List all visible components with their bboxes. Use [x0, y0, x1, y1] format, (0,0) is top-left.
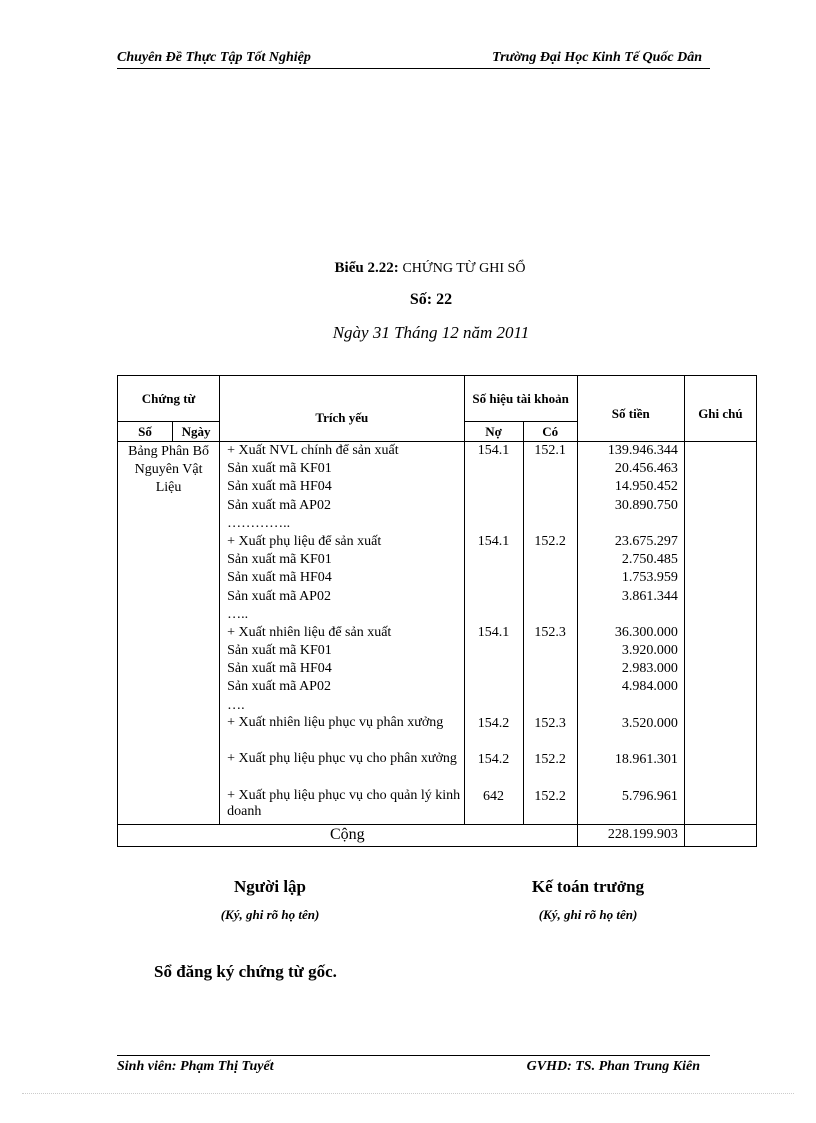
row-account-co [524, 478, 577, 496]
row-account-no [465, 551, 523, 569]
row-description: Sản xuất mã HF04 [227, 570, 332, 586]
row-amount: 2.983.000 [621, 661, 678, 677]
row-amount: 20.456.463 [614, 461, 678, 477]
row-account-no [465, 588, 523, 606]
header-so-hieu: Số hiệu tài khoản [464, 376, 577, 422]
register-note: Sổ đăng ký chứng từ gốc. [154, 962, 337, 981]
row-account-co: 152.2 [534, 752, 566, 768]
row-account-no: 154.1 [477, 443, 510, 458]
row-account-co [524, 515, 577, 533]
row-account-co: 152.3 [534, 624, 566, 640]
header-co: Có [523, 422, 577, 442]
header-no: Nợ [464, 422, 523, 442]
row-account-co: 152.3 [534, 715, 566, 731]
document-title [0, 260, 816, 277]
row-account-co [524, 551, 577, 569]
document-date: Ngày 31 Tháng 12 năm 2011 [332, 323, 530, 342]
total-label: Cộng [118, 824, 578, 846]
row-account-no [465, 460, 523, 478]
header-trich-yeu: Trích yếu [220, 376, 464, 442]
row-account-co [524, 697, 577, 715]
row-description: Sản xuất mã HF04 [227, 479, 332, 495]
row-description: Sản xuất mã AP02 [227, 588, 331, 604]
row-description: Sản xuất mã HF04 [227, 661, 332, 677]
preparer-title: Người lập [233, 877, 307, 896]
row-account-co [524, 642, 577, 660]
row-amount: 139.946.344 [607, 443, 678, 458]
voucher-table [117, 375, 757, 847]
row-amount [578, 606, 684, 624]
note-column [684, 442, 756, 825]
row-account-co [524, 460, 577, 478]
row-account-co: 152.2 [534, 533, 566, 549]
row-account-no [465, 515, 523, 533]
credit-account-column [523, 442, 577, 825]
row-amount: 3.861.344 [621, 588, 678, 604]
row-description: ….. [227, 606, 249, 622]
row-account-co [524, 588, 577, 606]
page-footer [117, 1055, 710, 1078]
title-name: CHỨNG TỪ GHI SỔ [402, 261, 526, 276]
row-amount [578, 515, 684, 533]
description-column [220, 442, 464, 825]
page-bottom-divider [22, 1093, 794, 1094]
row-account-no: 154.2 [477, 752, 510, 768]
footer-left: Sinh viên: Phạm Thị Tuyết [117, 1059, 274, 1074]
debit-account-column [464, 442, 523, 825]
row-account-no [465, 642, 523, 660]
row-description: …. [227, 697, 245, 713]
row-description: Sản xuất mã KF01 [227, 552, 332, 568]
title-prefix: Biểu 2.22: [334, 260, 399, 276]
row-amount: 14.950.452 [614, 479, 678, 495]
row-amount: 1.753.959 [621, 570, 678, 586]
row-amount: 3.920.000 [621, 643, 678, 659]
signature-chief-accountant [500, 877, 676, 923]
row-description: Sản xuất mã KF01 [227, 461, 332, 477]
row-description: + Xuất nhiên liệu phục vụ phân xưởng [227, 714, 444, 730]
row-description: + Xuất nhiên liệu để sản xuất [227, 624, 392, 640]
row-amount: 18.961.301 [614, 752, 678, 768]
row-description: Sản xuất mã KF01 [227, 643, 332, 659]
header-left: Chuyên Đề Thực Tập Tốt Nghiệp [117, 50, 311, 65]
chung-tu-cell: Bảng Phân Bổ Nguyên Vật Liệu [118, 442, 220, 825]
row-amount: 23.675.297 [614, 533, 678, 549]
row-account-no [465, 660, 523, 678]
row-account-co: 152.2 [534, 788, 566, 804]
header-right: Trường Đại Học Kinh Tế Quốc Dân [492, 50, 702, 65]
row-account-co [524, 497, 577, 515]
row-account-no [465, 478, 523, 496]
row-description: + Xuất phụ liệu để sản xuất [227, 533, 382, 549]
row-amount: 30.890.750 [614, 497, 678, 513]
document-number: Số: 22 [409, 291, 453, 308]
row-account-no: 642 [483, 788, 505, 804]
row-account-co [524, 678, 577, 696]
row-amount: 4.984.000 [621, 679, 678, 695]
row-account-co: 152.1 [534, 443, 566, 458]
footer-right: GVHD: TS. Phan Trung Kiên [526, 1059, 700, 1074]
row-amount: 3.520.000 [621, 715, 678, 731]
total-amount: 228.199.903 [577, 824, 684, 846]
row-account-no [465, 606, 523, 624]
chief-accountant-sub: (Ký, ghi rõ họ tên) [538, 907, 638, 922]
row-account-no [465, 569, 523, 587]
page-header [117, 48, 710, 69]
row-description: + Xuất phụ liệu phục vụ cho phân xưởng [227, 751, 457, 767]
row-amount [578, 697, 684, 715]
row-amount: 2.750.485 [621, 552, 678, 568]
row-account-no: 154.1 [477, 533, 510, 549]
row-description: Sản xuất mã AP02 [227, 679, 331, 695]
header-ngay: Ngày [173, 422, 220, 442]
row-description: ………….. [227, 515, 291, 531]
row-account-co [524, 606, 577, 624]
row-account-no [465, 497, 523, 515]
amount-column [577, 442, 684, 825]
header-so-tien: Số tiền [577, 376, 684, 442]
header-chung-tu: Chứng từ [118, 376, 220, 422]
row-account-no [465, 678, 523, 696]
header-ghi-chu: Ghi chú [684, 376, 756, 442]
row-account-no [465, 697, 523, 715]
preparer-sub: (Ký, ghi rõ họ tên) [220, 907, 320, 922]
row-description: Sản xuất mã AP02 [227, 497, 331, 513]
row-account-co [524, 569, 577, 587]
total-note [684, 824, 756, 846]
row-account-no: 154.2 [477, 715, 510, 731]
header-so: Số [118, 422, 173, 442]
row-account-co [524, 660, 577, 678]
row-account-no: 154.1 [477, 624, 510, 640]
row-amount: 5.796.961 [621, 788, 678, 804]
row-amount: 36.300.000 [614, 624, 678, 640]
signature-preparer [185, 877, 355, 923]
chief-accountant-title: Kế toán trưởng [531, 877, 645, 896]
row-description: + Xuất NVL chính để sản xuất [227, 443, 399, 458]
row-description: + Xuất phụ liệu phục vụ cho quản lý kinh doanh [227, 787, 461, 819]
